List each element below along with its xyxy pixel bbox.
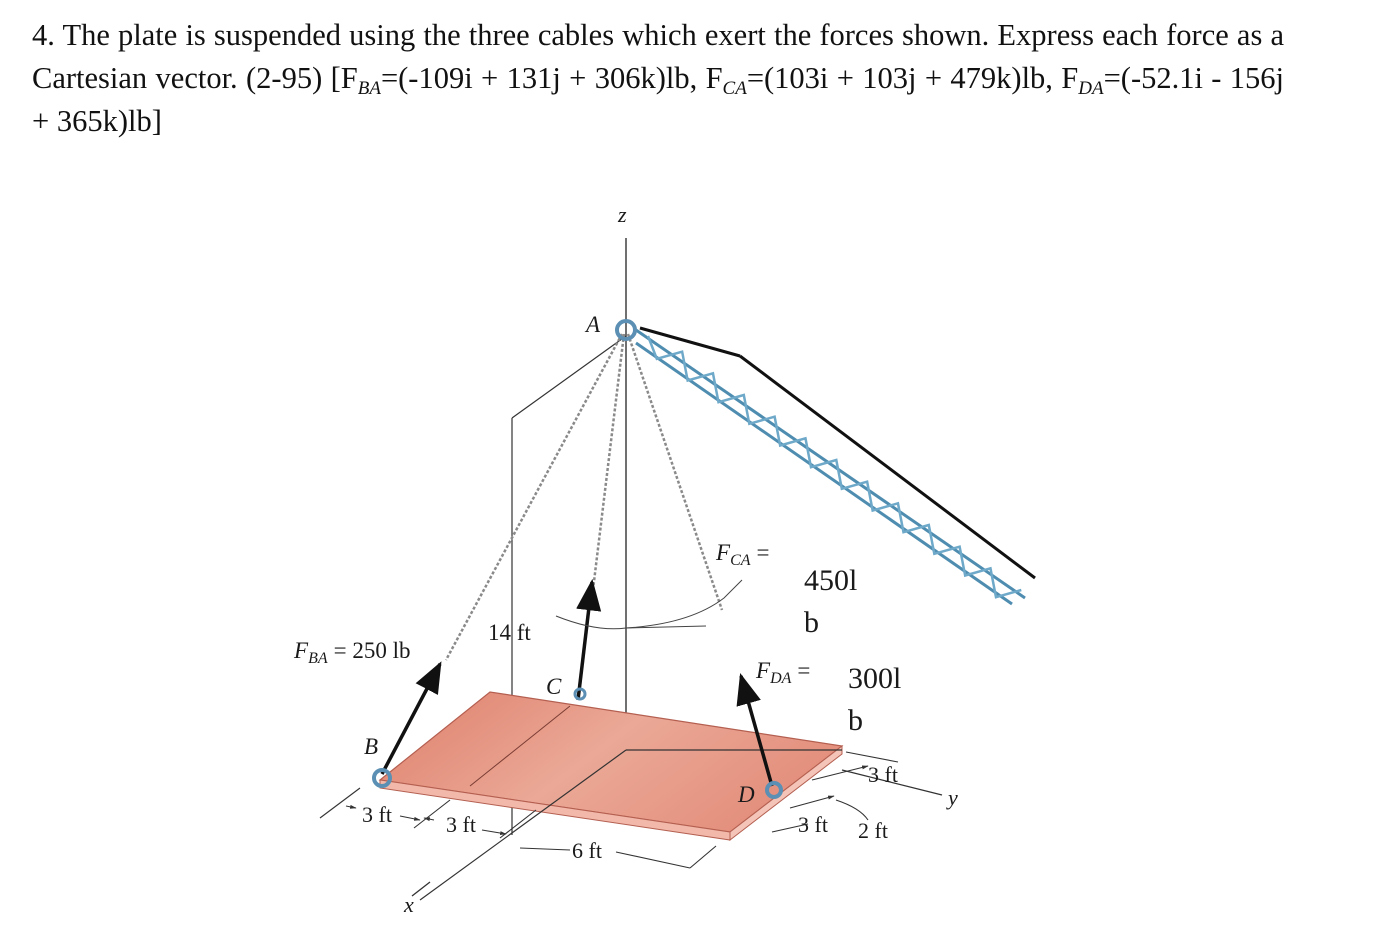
y-dim-far-label: 3 ft bbox=[868, 762, 898, 787]
height-dim-extension bbox=[512, 336, 626, 418]
force-ca-label: $F_{CA}$ = bbox=[716, 540, 770, 569]
x-dim-right-label: 3 ft bbox=[446, 812, 476, 837]
force-da-value-line1: 300l bbox=[848, 662, 902, 695]
x-dim-left-label: 3 ft bbox=[362, 802, 392, 827]
point-d-label: D bbox=[738, 782, 755, 807]
height-dim-label: 14 ft bbox=[488, 620, 531, 645]
x-axis bbox=[412, 882, 430, 896]
force-ca-value-line1: 450l bbox=[804, 564, 858, 597]
force-ca-arrow bbox=[578, 582, 592, 700]
answer-fca: $F_{CA}=(103i + 103j + 479k)lb$, bbox=[705, 61, 1053, 99]
y-dim-near-label: 3 ft bbox=[798, 812, 828, 837]
crane-truss bbox=[636, 328, 1035, 604]
force-ba-label: $F_{BA} = 250$ lb bbox=[294, 638, 411, 667]
x-axis-label: x bbox=[404, 892, 414, 917]
y-axis-label: y bbox=[948, 785, 958, 810]
problem-number: 4. bbox=[32, 18, 55, 52]
answer-fda: $F_{DA}=(-52.1i - 156j + 365k)lb$] bbox=[32, 61, 1285, 138]
point-a-label: A bbox=[586, 312, 601, 337]
problem-statement: 4. The plate is suspended using the three cables which exert the forces shown. Express each force as a Cartesian vector. (2-95) [$F_{BA}=(-109i + 131j + 306k)lb$, $F_{CA}=(103i + 103j + 479k)lb$, $F_{DA}=(-52.1i - 156j + 365k)lb$] bbox=[32, 18, 1285, 138]
force-ca-value-line2: b bbox=[804, 606, 819, 639]
force-da-label: $F_{DA}$ = bbox=[756, 658, 811, 687]
point-c-label: C bbox=[546, 674, 562, 699]
point-b-label: B bbox=[364, 734, 379, 759]
z-axis-label: z bbox=[618, 202, 627, 227]
problem-text: The plate is suspended using the three cables which exert the forces shown. Express each force as a Cartesian vector. (2-95) bbox=[32, 18, 1284, 95]
force-da-value-line2: b bbox=[848, 704, 863, 737]
cables bbox=[446, 334, 722, 660]
answer-fba: $F_{BA}=(-109i + 131j + 306k)lb$, bbox=[340, 61, 698, 99]
width-dim-label: 6 ft bbox=[572, 838, 602, 863]
y-offset-label: 2 ft bbox=[858, 818, 888, 843]
